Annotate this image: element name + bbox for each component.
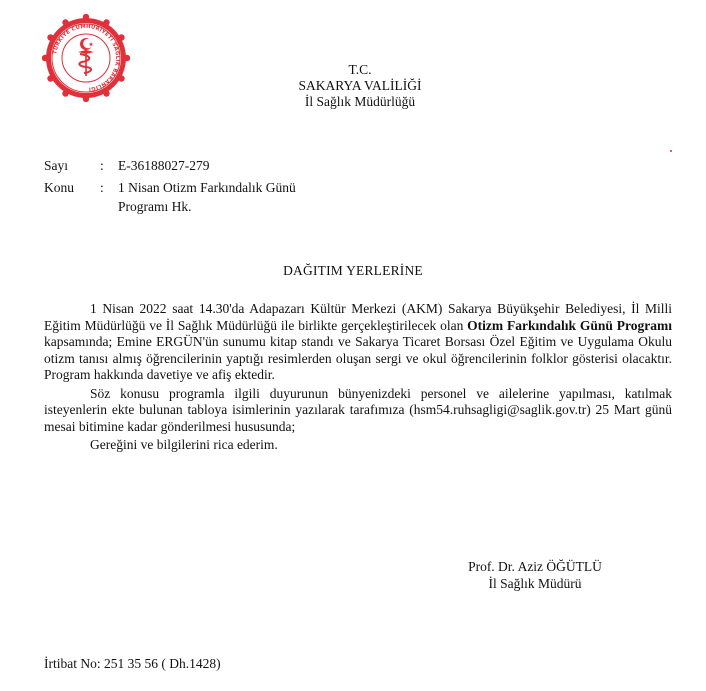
- ministry-seal-logo: [42, 14, 130, 102]
- red-mark: [670, 150, 672, 152]
- p1-text-end: kapsamında; Emine ERGÜN'ün sunumu kitap standı ve Sakarya Ticaret Borsası Özel Eğitim ve Uygulama Okulu otizm tanısı almış öğrencilerinin yaptığı resimlerden oluşan sergi ve okul öğrencilerinin folklor gösterisi olacaktır. Program hakkında davetiye ve afiş ektedir.: [44, 334, 672, 382]
- paragraph-1: [44, 301, 672, 384]
- letterhead: [270, 62, 450, 110]
- program-name: Otizm Farkındalık Günü Programı: [467, 317, 672, 333]
- signature-block: [450, 558, 620, 592]
- signatory-name: Prof. Dr. Aziz ÖĞÜTLÜ: [468, 559, 602, 574]
- contact-info: İrtibat No: 251 35 56 ( Dh.1428): [44, 656, 221, 671]
- sayi-colon: :: [100, 158, 104, 173]
- letter-body: [44, 301, 672, 454]
- distribution-title: DAĞITIM YERLERİNE: [283, 263, 423, 278]
- signatory-title: İl Sağlık Müdürü: [488, 576, 582, 591]
- konu-value-line2: Programı Hk.: [118, 199, 192, 214]
- header-governorship: SAKARYA VALİLİĞİ: [298, 78, 422, 93]
- ministry-of-health-seal-icon: [42, 14, 130, 102]
- header-tc: T.C.: [348, 62, 372, 77]
- paragraph-3: Gereğini ve bilgilerini rica ederim.: [90, 437, 278, 452]
- konu-value-line1: 1 Nisan Otizm Farkındalık Günü: [118, 180, 296, 195]
- p1-text-start: 1 Nisan 2022 saat 14.30'da Adapazarı Kültür Merkezi (AKM) Sakarya Büyükşehir Belediyesi, İl Milli Eğitim Müdürlüğü ve İl Sağlık Müdürlüğü ile birlikte gerçekleştirilecek olan: [44, 301, 672, 333]
- paragraph-2: Söz konusu programla ilgili duyurunun bünyenizdeki personel ve ailelerine yapılması, katılmak isteyenlerin ekte bulunan tabloya isimlerinin yazılarak tarafımıza (hsm54.ruhsagligi@saglik.gov.tr) 25 Mart günü mesai bitimine kadar gönderilmesi hususunda;: [44, 385, 672, 434]
- sayi-value: E-36188027-279: [118, 158, 210, 173]
- konu-colon: :: [100, 180, 104, 195]
- header-directorate: İl Sağlık Müdürlüğü: [304, 94, 416, 109]
- sayi-label: Sayı: [44, 158, 69, 173]
- konu-label: Konu: [44, 180, 74, 195]
- svg-text:TÜRKİYE CUMHURİYETİ SAĞLIK BAK: TÜRKİYE CUMHURİYETİ SAĞLIK BAKANLIĞI: [52, 23, 121, 92]
